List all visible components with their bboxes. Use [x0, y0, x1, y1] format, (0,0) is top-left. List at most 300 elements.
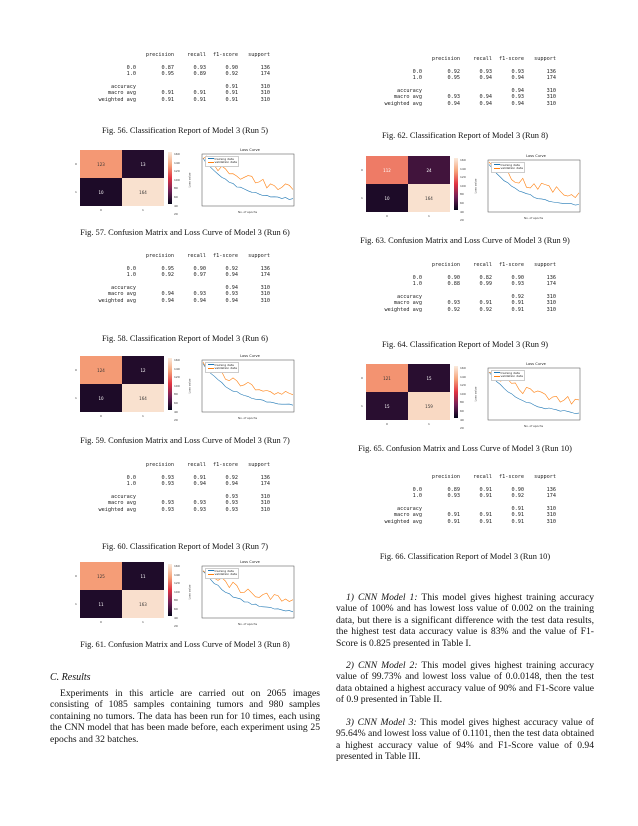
colorbar-tick-label: 60	[460, 408, 464, 413]
confusion-matrix-cell: 15	[408, 364, 450, 392]
report-cell: 0.92	[225, 474, 238, 481]
legend-swatch-validation	[208, 368, 214, 369]
report-cell: 174	[546, 493, 556, 500]
report-cell: 0.91	[479, 518, 492, 525]
report-row	[50, 97, 270, 103]
colorbar	[454, 366, 458, 418]
report-row-label: accuracy	[111, 284, 136, 291]
report-cell: 0.90	[511, 486, 524, 493]
report-cell: 0.92	[225, 71, 238, 78]
colorbar-tick-label: 20	[174, 212, 178, 217]
report-row-label: macro avg	[107, 90, 136, 97]
confusion-matrix	[80, 562, 164, 618]
loss-curve-title: Loss Curve	[526, 154, 546, 158]
confusion-matrix-cell: 159	[408, 392, 450, 420]
report-cell: 0.94	[479, 75, 492, 82]
report-cell: 0.91	[447, 518, 460, 525]
report-cell: 0.93	[225, 506, 238, 513]
report-row-label: macro avg	[393, 94, 422, 101]
legend-label-validation: validation data	[500, 166, 523, 171]
report-header-row	[50, 462, 270, 468]
report-header-row	[336, 474, 556, 480]
figure-caption: Fig. 62. Classification Report of Model 3 (Run 8)	[381, 131, 549, 140]
report-cell: 0.92	[447, 68, 460, 75]
report-row-label: weighted avg	[384, 100, 422, 107]
colorbar-tick-label: 140	[174, 366, 180, 371]
colorbar-tick-label: 60	[174, 606, 178, 611]
legend-swatch-validation	[208, 574, 214, 575]
report-cell: 0.95	[447, 75, 460, 82]
loss-curve-legend	[205, 156, 239, 167]
item-cnn-model-2	[336, 660, 594, 706]
report-row-label: 1.0	[412, 75, 422, 82]
report-column-header: support	[534, 56, 556, 62]
legend-swatch-training	[208, 158, 214, 159]
colorbar-tick-label: 160	[174, 358, 180, 362]
report-cell: 310	[546, 293, 556, 300]
legend-label-validation: validation data	[214, 572, 237, 577]
report-cell: 0.91	[161, 90, 174, 97]
classification-report	[50, 52, 270, 103]
report-cell: 174	[260, 71, 270, 78]
report-cell: 0.91	[479, 300, 492, 307]
report-column-header: support	[248, 253, 270, 259]
loss-curve-plot	[187, 560, 300, 630]
report-cell: 0.94	[225, 297, 238, 304]
report-column-header: recall	[187, 462, 206, 468]
colorbar-tick-label: 20	[174, 418, 178, 423]
report-cell: 0.92	[447, 306, 460, 313]
legend-label-training: training data	[214, 156, 234, 161]
colorbar-tick-label: 40	[174, 615, 178, 620]
report-cell: 0.95	[161, 265, 174, 272]
confusion-matrix-cell: 112	[366, 156, 408, 184]
report-row-label: accuracy	[111, 83, 136, 90]
colorbar-tick-label: 100	[460, 183, 466, 188]
figure-caption: Fig. 66. Classification Report of Model 3 (Run 10)	[379, 552, 551, 561]
report-cell: 0.90	[225, 64, 238, 71]
colorbar-tick-label: 100	[460, 391, 466, 396]
report-cell	[50, 253, 142, 259]
report-cell: 0.88	[447, 281, 460, 288]
colorbar-tick-label: 60	[460, 200, 464, 205]
report-cell: 310	[546, 94, 556, 101]
report-cell: 0.91	[193, 90, 206, 97]
report-column-header: recall	[187, 52, 206, 58]
colorbar-tick-label: 80	[460, 400, 464, 405]
loss-curve-title: Loss Curve	[240, 148, 260, 152]
report-cell: 0.93	[447, 94, 460, 101]
report-cell: 0.93	[225, 500, 238, 507]
confusion-matrix-cell: 125	[80, 562, 122, 590]
report-cell: 0.93	[225, 493, 238, 500]
report-row-label: weighted avg	[98, 297, 136, 304]
confusion-matrix-y-tick: 1	[361, 196, 363, 200]
report-cell: 136	[260, 265, 270, 272]
report-row	[50, 71, 270, 77]
report-cell: 0.93	[161, 474, 174, 481]
report-row	[336, 281, 556, 287]
confusion-matrix-y-tick: 1	[75, 602, 77, 606]
confusion-matrix	[366, 156, 450, 212]
colorbar-tick-label: 20	[460, 426, 464, 431]
report-cell: 310	[260, 291, 270, 298]
report-cell: 0.92	[161, 272, 174, 279]
report-cell	[50, 52, 142, 58]
report-cell: 0.82	[479, 274, 492, 281]
report-cell: 136	[546, 274, 556, 281]
colorbar-tick-label: 60	[174, 194, 178, 199]
classification-report	[336, 56, 556, 107]
loss-curve-xlabel: No. of epochs	[238, 622, 258, 626]
figure-caption: Fig. 56. Classification Report of Model 3 (Run 5)	[101, 126, 269, 135]
report-cell: 310	[260, 96, 270, 103]
report-cell: 0.93	[511, 281, 524, 288]
item-label: 1) CNN Model 1:	[346, 592, 418, 603]
colorbar-tick-label: 120	[460, 383, 466, 388]
confusion-matrix-cell: 15	[366, 392, 408, 420]
report-cell: 136	[260, 474, 270, 481]
report-cell: 136	[546, 68, 556, 75]
figure-cm-loss	[50, 356, 320, 426]
confusion-matrix-y-tick: 0	[75, 162, 77, 166]
report-cell: 0.94	[511, 87, 524, 94]
report-cell: 0.93	[193, 291, 206, 298]
report-cell: 0.91	[447, 512, 460, 519]
report-row-label: accuracy	[397, 505, 422, 512]
classification-report	[336, 474, 556, 525]
colorbar-tick-label: 60	[174, 400, 178, 405]
loss-curve-xlabel: No. of epochs	[524, 424, 544, 428]
report-cell: 0.94	[479, 100, 492, 107]
figure-caption: Fig. 63. Confusion Matrix and Loss Curve of Model 3 (Run 9)	[360, 236, 570, 245]
confusion-matrix-x-tick: 0	[386, 422, 388, 426]
loss-curve-legend	[491, 370, 525, 381]
legend-swatch-validation	[494, 376, 500, 377]
legend-swatch-training	[494, 164, 500, 165]
report-column-header: precision	[145, 253, 174, 259]
report-row-label: 1.0	[412, 493, 422, 500]
confusion-matrix-x-tick: 0	[100, 208, 102, 212]
legend-label-training: training data	[500, 370, 520, 375]
report-cell: 0.92	[511, 493, 524, 500]
report-cell: 310	[260, 506, 270, 513]
report-cell: 0.91	[511, 300, 524, 307]
report-row-label: 0.0	[412, 486, 422, 493]
report-column-header: precision	[431, 474, 460, 480]
confusion-matrix-y-tick: 0	[361, 168, 363, 172]
legend-entry-validation	[208, 367, 237, 371]
confusion-matrix-y-tick: 0	[75, 574, 77, 578]
confusion-matrix	[366, 364, 450, 420]
report-row-label: macro avg	[107, 500, 136, 507]
confusion-matrix-y-tick: 0	[75, 368, 77, 372]
confusion-matrix-cell: 12	[122, 356, 164, 384]
figure-cm-loss	[336, 156, 594, 226]
report-cell: 0.93	[193, 506, 206, 513]
colorbar-tick-label: 120	[460, 175, 466, 180]
confusion-matrix-x-tick: 1	[142, 208, 144, 212]
report-row	[50, 481, 270, 487]
report-cell: 0.93	[161, 481, 174, 488]
legend-label-validation: validation data	[214, 160, 237, 165]
colorbar-ticks	[460, 156, 466, 225]
report-cell: 0.94	[447, 100, 460, 107]
report-cell: 0.95	[161, 71, 174, 78]
colorbar-tick-label: 20	[460, 218, 464, 223]
report-column-header: precision	[431, 56, 460, 62]
figure-caption: Fig. 64. Classification Report of Model 3 (Run 9)	[381, 340, 549, 349]
figure-caption: Fig. 60. Classification Report of Model 3 (Run 7)	[101, 542, 269, 551]
confusion-matrix	[80, 150, 164, 206]
colorbar-tick-label: 40	[174, 203, 178, 208]
confusion-matrix-x-tick: 1	[142, 414, 144, 418]
loss-curve-title: Loss Curve	[240, 354, 260, 358]
legend-label-training: training data	[500, 162, 520, 167]
legend-entry-validation	[494, 375, 523, 379]
report-row-label: weighted avg	[384, 518, 422, 525]
report-cell: 310	[546, 518, 556, 525]
loss-curve-legend	[491, 162, 525, 173]
confusion-matrix-y-tick: 1	[75, 190, 77, 194]
confusion-matrix-y-tick: 1	[361, 404, 363, 408]
item-cnn-model-3	[336, 717, 594, 763]
loss-curve-plot	[187, 354, 300, 424]
report-cell: 0.91	[193, 474, 206, 481]
loss-curve-plot	[473, 362, 586, 432]
colorbar-tick-label: 140	[174, 160, 180, 165]
colorbar-ticks	[174, 562, 180, 631]
report-row	[50, 272, 270, 278]
report-cell: 310	[260, 90, 270, 97]
colorbar-tick-label: 100	[174, 383, 180, 388]
confusion-matrix-cell: 123	[80, 150, 122, 178]
loss-curve-legend	[205, 362, 239, 373]
loss-curve-title: Loss Curve	[526, 362, 546, 366]
report-cell: 0.93	[225, 291, 238, 298]
report-cell: 174	[260, 272, 270, 279]
report-row-label: macro avg	[393, 300, 422, 307]
colorbar-tick-label: 100	[174, 177, 180, 182]
report-cell: 136	[546, 486, 556, 493]
report-cell: 0.93	[447, 493, 460, 500]
figure-caption: Fig. 61. Confusion Matrix and Loss Curve of Model 3 (Run 8)	[80, 640, 290, 649]
report-row-label: accuracy	[397, 87, 422, 94]
legend-label-validation: validation data	[500, 374, 523, 379]
report-column-header: recall	[187, 253, 206, 259]
report-column-header: f1-score	[213, 52, 238, 58]
classification-report	[50, 253, 270, 304]
figure-cm-loss	[50, 150, 320, 220]
report-cell: 0.91	[511, 306, 524, 313]
confusion-matrix-cell: 10	[80, 384, 122, 412]
figure-caption: Fig. 58. Classification Report of Model 3 (Run 6)	[101, 334, 269, 343]
report-cell: 310	[260, 284, 270, 291]
loss-curve-plot	[473, 154, 586, 224]
legend-entry-validation	[208, 161, 237, 165]
confusion-matrix-cell: 10	[80, 178, 122, 206]
colorbar-tick-label: 120	[174, 581, 180, 586]
colorbar	[168, 564, 172, 616]
legend-swatch-training	[494, 372, 500, 373]
report-row-label: weighted avg	[98, 96, 136, 103]
report-column-header: f1-score	[213, 462, 238, 468]
report-cell: 0.94	[193, 481, 206, 488]
results-paragraph: Experiments in this article are carried out on 2065 images consisting of 1085 samples containing tumors and 980 samples containing no tumors. The data has been run for 10 times, each using the CNN model that has been made before, each experiment using 25 epochs and 32 batches.	[50, 688, 320, 745]
item-text: This model gives highest training accuracy value of 100% and has lowest loss value of 0.002 on the training data, but there is a significant difference with the test data results, the highest test data accuracy value is 83% and the value of F1-Score is 0.825 presented in Table I.	[336, 592, 594, 649]
legend-swatch-validation	[494, 168, 500, 169]
report-cell: 0.94	[225, 481, 238, 488]
report-cell: 0.91	[193, 96, 206, 103]
colorbar	[168, 152, 172, 204]
colorbar-tick-label: 80	[174, 392, 178, 397]
report-cell: 0.91	[511, 518, 524, 525]
report-header-row	[336, 56, 556, 62]
report-cell: 0.93	[193, 500, 206, 507]
report-cell: 310	[546, 306, 556, 313]
loss-curve-ylabel: Loss value	[187, 378, 192, 394]
report-row-label: accuracy	[111, 493, 136, 500]
report-cell: 0.94	[161, 297, 174, 304]
confusion-matrix	[80, 356, 164, 412]
confusion-matrix-x-tick: 0	[100, 620, 102, 624]
report-row	[336, 307, 556, 313]
report-row-label: weighted avg	[98, 506, 136, 513]
report-cell: 0.94	[225, 284, 238, 291]
confusion-matrix-x-tick: 0	[100, 414, 102, 418]
colorbar-ticks	[174, 356, 180, 425]
report-cell: 310	[260, 500, 270, 507]
report-row-label: 1.0	[126, 71, 136, 78]
confusion-matrix-cell: 164	[408, 184, 450, 212]
report-cell: 0.94	[511, 75, 524, 82]
colorbar-tick-label: 100	[174, 589, 180, 594]
colorbar-ticks	[460, 364, 466, 433]
confusion-matrix-cell: 10	[366, 184, 408, 212]
classification-report	[50, 462, 270, 513]
report-cell: 0.91	[161, 96, 174, 103]
report-cell: 0.93	[161, 506, 174, 513]
report-cell: 0.91	[479, 512, 492, 519]
report-cell: 174	[260, 481, 270, 488]
report-cell: 0.91	[511, 512, 524, 519]
report-column-header: support	[248, 462, 270, 468]
confusion-matrix-x-tick: 1	[428, 422, 430, 426]
report-row-label: 1.0	[412, 281, 422, 288]
colorbar-tick-label: 160	[174, 152, 180, 156]
report-column-header: f1-score	[499, 474, 524, 480]
report-cell: 0.90	[511, 274, 524, 281]
colorbar-tick-label: 80	[174, 598, 178, 603]
report-row	[50, 507, 270, 513]
loss-curve-ylabel: Loss value	[473, 386, 478, 402]
report-cell: 0.93	[161, 500, 174, 507]
report-row-label: 0.0	[412, 68, 422, 75]
colorbar-tick-label: 160	[460, 366, 466, 370]
legend-entry-validation	[208, 573, 237, 577]
loss-curve-xlabel: No. of epochs	[238, 416, 258, 420]
report-cell	[336, 56, 428, 62]
report-cell: 0.99	[479, 281, 492, 288]
report-cell	[336, 474, 428, 480]
colorbar-tick-label: 160	[460, 158, 466, 162]
classification-report	[336, 262, 556, 313]
figure-cm-loss	[50, 562, 320, 632]
legend-swatch-training	[208, 570, 214, 571]
confusion-matrix-cell: 164	[122, 384, 164, 412]
confusion-matrix-x-tick: 0	[386, 214, 388, 218]
report-column-header: support	[534, 474, 556, 480]
report-cell: 0.93	[511, 68, 524, 75]
legend-entry-validation	[494, 167, 523, 171]
report-cell: 0.89	[447, 486, 460, 493]
loss-curve-plot	[187, 148, 300, 218]
confusion-matrix-cell: 24	[408, 156, 450, 184]
figure-caption: Fig. 59. Confusion Matrix and Loss Curve of Model 3 (Run 7)	[80, 436, 290, 445]
report-cell: 0.90	[447, 274, 460, 281]
report-row-label: 0.0	[126, 265, 136, 272]
confusion-matrix-cell: 121	[366, 364, 408, 392]
colorbar	[168, 358, 172, 410]
report-cell: 174	[546, 281, 556, 288]
report-cell: 136	[260, 64, 270, 71]
report-row	[336, 519, 556, 525]
report-cell: 0.87	[161, 64, 174, 71]
legend-label-training: training data	[214, 568, 234, 573]
report-row	[336, 101, 556, 107]
report-row	[336, 75, 556, 81]
report-cell: 0.92	[479, 306, 492, 313]
report-column-header: precision	[431, 262, 460, 268]
report-cell: 0.93	[193, 64, 206, 71]
loss-curve-xlabel: No. of epochs	[238, 210, 258, 214]
report-cell: 174	[546, 75, 556, 82]
report-column-header: recall	[473, 474, 492, 480]
colorbar-tick-label: 80	[174, 186, 178, 191]
loss-curve-ylabel: Loss value	[187, 584, 192, 600]
legend-swatch-training	[208, 364, 214, 365]
report-cell: 310	[546, 100, 556, 107]
report-cell: 0.92	[511, 293, 524, 300]
report-row-label: 1.0	[126, 481, 136, 488]
colorbar-tick-label: 80	[460, 192, 464, 197]
loss-curve-ylabel: Loss value	[473, 178, 478, 194]
report-cell: 0.91	[479, 493, 492, 500]
colorbar-tick-label: 140	[174, 572, 180, 577]
report-cell: 0.93	[479, 68, 492, 75]
report-header-row	[50, 52, 270, 58]
confusion-matrix-y-tick: 0	[361, 376, 363, 380]
item-cnn-model-1	[336, 592, 594, 649]
section-title: C. Results	[50, 672, 91, 683]
report-row-label: macro avg	[393, 512, 422, 519]
report-cell: 0.90	[193, 265, 206, 272]
report-cell	[50, 462, 142, 468]
colorbar-ticks	[174, 150, 180, 219]
colorbar-tick-label: 140	[460, 374, 466, 379]
report-cell: 0.93	[511, 94, 524, 101]
confusion-matrix-y-tick: 1	[75, 396, 77, 400]
report-cell: 310	[260, 493, 270, 500]
report-cell	[336, 262, 428, 268]
figure-caption: Fig. 57. Confusion Matrix and Loss Curve of Model 3 (Run 6)	[80, 228, 290, 237]
report-cell: 0.93	[447, 300, 460, 307]
report-cell: 310	[546, 87, 556, 94]
report-cell: 0.94	[479, 94, 492, 101]
item-label: 3) CNN Model 3:	[346, 717, 417, 728]
report-header-row	[50, 253, 270, 259]
colorbar	[454, 158, 458, 210]
